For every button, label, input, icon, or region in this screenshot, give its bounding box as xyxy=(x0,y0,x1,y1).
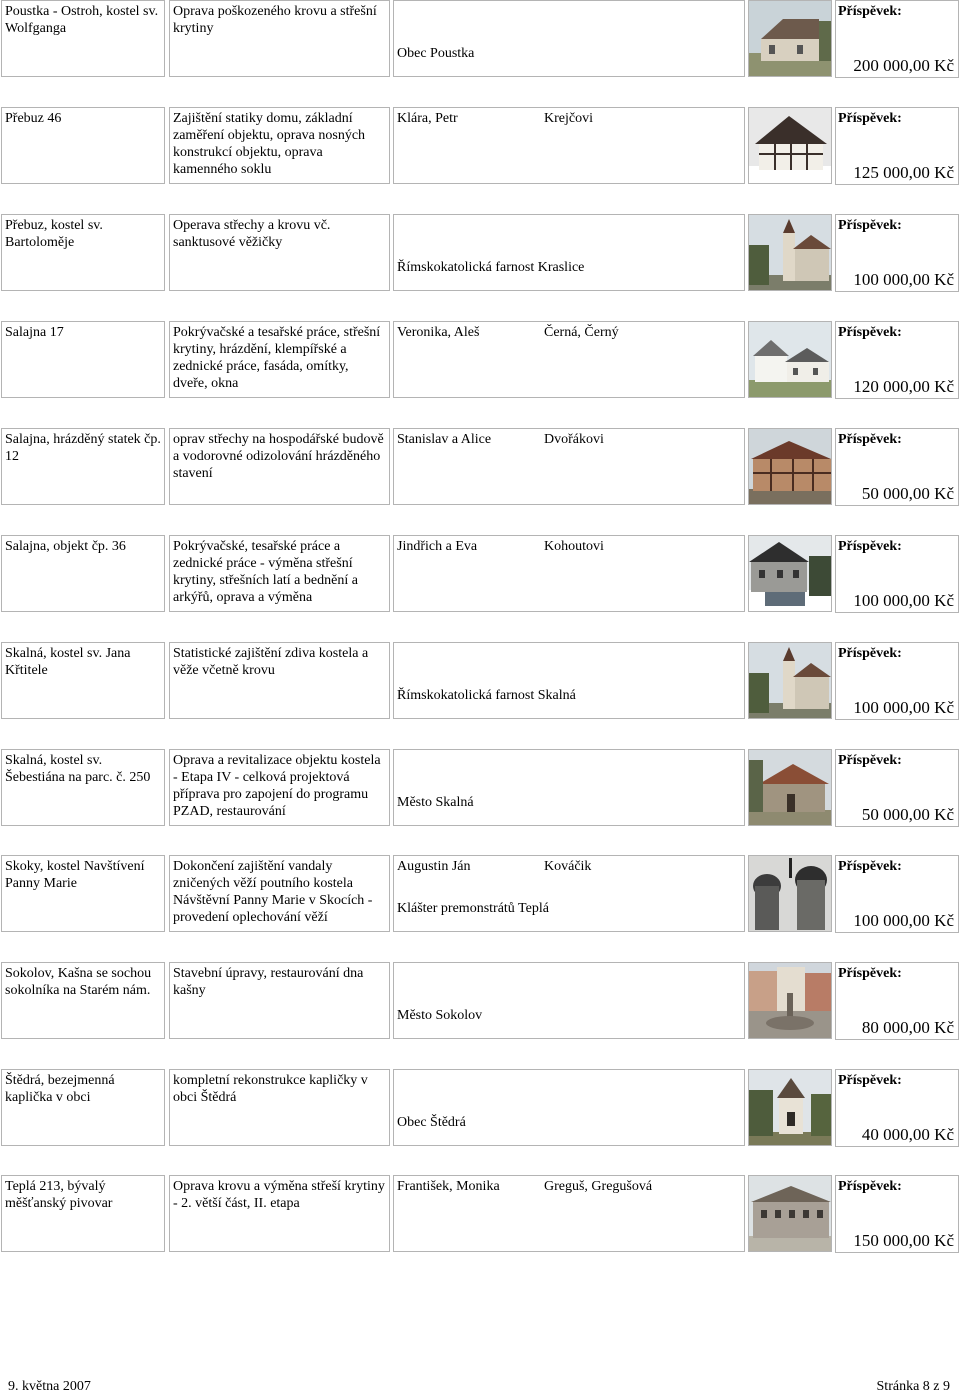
work-description-text: kompletní rekonstrukce kapličky v obci Štědrá xyxy=(173,1073,368,1105)
building-photo xyxy=(748,214,832,291)
work-description-cell xyxy=(169,214,390,291)
contribution-amount: 120 000,00 Kč xyxy=(853,377,954,396)
contribution-amount: 100 000,00 Kč xyxy=(853,591,954,610)
owner-cell xyxy=(393,214,745,291)
work-description-cell xyxy=(169,962,390,1039)
grant-row xyxy=(0,321,960,399)
contribution-amount: 125 000,00 Kč xyxy=(853,163,954,182)
work-description-text: Oprava a revitalizace objektu kostela - Etapa IV - celková projektová příprava pro zapojení do programu PZAD, restaurování xyxy=(173,753,381,819)
owner-first-name: Klára, Petr xyxy=(397,111,458,126)
work-description-cell xyxy=(169,107,390,184)
location-text: Salajna, objekt čp. 36 xyxy=(5,539,126,554)
church-tower-photo xyxy=(749,643,832,719)
work-description-text: Zajištění statiky domu, základní zaměření objektu, oprava nosných konstrukcí objektu, oprava kamenného soklu xyxy=(173,111,366,177)
building-photo xyxy=(748,535,832,612)
owner-organization: Římskokatolická farnost Skalná xyxy=(397,688,576,703)
contribution-amount: 40 000,00 Kč xyxy=(861,1125,954,1144)
owner-cell xyxy=(393,642,745,719)
work-description-cell xyxy=(169,1175,390,1252)
owner-organization: Římskokatolická farnost Kraslice xyxy=(397,260,585,275)
contribution-label: Příspěvek: xyxy=(838,432,902,447)
church-tower-photo xyxy=(749,215,832,291)
location-text: Skalná, kostel sv. Jana Křtitele xyxy=(5,646,131,678)
brewery-photo xyxy=(749,1176,832,1252)
location-text: Přebuz, kostel sv. Bartoloměje xyxy=(5,218,103,250)
contribution-cell xyxy=(835,962,959,1040)
building-photo xyxy=(748,962,832,1039)
owner-organization: Město Skalná xyxy=(397,795,474,810)
owner-organization: Město Sokolov xyxy=(397,1008,483,1023)
contribution-amount: 50 000,00 Kč xyxy=(861,484,954,503)
contribution-label: Příspěvek: xyxy=(838,966,902,981)
contribution-amount: 100 000,00 Kč xyxy=(853,911,954,930)
house-winter-photo xyxy=(749,536,832,612)
location-text: Přebuz 46 xyxy=(5,111,62,126)
owner-organization: Obec Poustka xyxy=(397,46,475,61)
location-text: Poustka - Ostroh, kostel sv. Wolfganga xyxy=(5,4,159,36)
work-description-text: Pokrývačské a tesařské práce, střešní krytiny, hrázdění, klempířské a zednické práce, fasáda, omítky, dveře, okna xyxy=(173,325,381,391)
contribution-amount: 100 000,00 Kč xyxy=(853,698,954,717)
contribution-label: Příspěvek: xyxy=(838,539,902,554)
contribution-label: Příspěvek: xyxy=(838,1073,902,1088)
grant-row xyxy=(0,428,960,506)
farmhouse-photo xyxy=(749,322,832,398)
location-cell xyxy=(1,321,165,398)
owner-organization: Klášter premonstrátů Teplá xyxy=(397,901,549,916)
location-cell xyxy=(1,1175,165,1252)
owner-first-name: Veronika, Aleš xyxy=(397,325,480,340)
contribution-cell xyxy=(835,535,959,613)
owner-cell xyxy=(393,1175,745,1252)
contribution-cell xyxy=(835,214,959,292)
location-text: Sokolov, Kašna se sochou sokolníka na Starém nám. xyxy=(5,966,152,998)
work-description-text: Pokrývačské, tesařské práce a zednické práce - výměna střešní krytiny, střešních latí a bednění a arkýřů, oprava a výměna xyxy=(173,539,358,605)
work-description-text: Oprava krovu a výměna střeší krytiny - 2. větší část, II. etapa xyxy=(173,1179,385,1211)
owner-organization: Obec Štědrá xyxy=(397,1115,466,1130)
church-photo xyxy=(749,1,832,77)
work-description-cell xyxy=(169,855,390,932)
owner-first-name: Jindřich a Eva xyxy=(397,539,478,554)
work-description-text: Statistické zajištění zdiva kostela a věže včetně krovu xyxy=(173,646,369,678)
grant-row xyxy=(0,1175,960,1253)
work-description-cell xyxy=(169,321,390,398)
contribution-cell xyxy=(835,428,959,506)
owner-surname: Kováčik xyxy=(544,859,592,874)
owner-cell xyxy=(393,428,745,505)
work-description-text: Stavební úpravy, restaurování dna kašny xyxy=(173,966,364,998)
owner-surname: Kohoutovi xyxy=(544,539,604,554)
contribution-cell xyxy=(835,0,959,78)
location-text: Skoky, kostel Navštívení Panny Marie xyxy=(5,859,145,891)
work-description-cell xyxy=(169,535,390,612)
work-description-cell xyxy=(169,428,390,505)
grant-row xyxy=(0,214,960,292)
building-photo xyxy=(748,107,832,184)
owner-surname: Černá, Černý xyxy=(544,325,619,340)
work-description-text: oprav střechy na hospodářské budově a vodorovné odizolování hrázděného stavení xyxy=(173,432,384,481)
location-cell xyxy=(1,535,165,612)
contribution-cell xyxy=(835,642,959,720)
location-text: Štědrá, bezejmenná kaplička v obci xyxy=(5,1073,115,1105)
grant-row xyxy=(0,0,960,78)
location-cell xyxy=(1,855,165,932)
work-description-cell xyxy=(169,749,390,826)
owner-first-name: Augustin Ján xyxy=(397,859,471,874)
owner-cell xyxy=(393,962,745,1039)
contribution-label: Příspěvek: xyxy=(838,4,902,19)
location-text: Salajna, hrázděný statek čp. 12 xyxy=(5,432,161,464)
work-description-text: Oprava poškozeného krovu a střešní krytiny xyxy=(173,4,377,36)
contribution-amount: 100 000,00 Kč xyxy=(853,270,954,289)
location-cell xyxy=(1,214,165,291)
contribution-label: Příspěvek: xyxy=(838,859,902,874)
grant-row xyxy=(0,107,960,185)
location-cell xyxy=(1,0,165,77)
building-photo xyxy=(748,428,832,505)
location-cell xyxy=(1,642,165,719)
contribution-label: Příspěvek: xyxy=(838,1179,902,1194)
location-cell xyxy=(1,428,165,505)
owner-surname: Greguš, Gregušová xyxy=(544,1179,653,1194)
location-cell xyxy=(1,107,165,184)
timbered-farm-photo xyxy=(749,429,832,505)
work-description-text: Dokončení zajištění vandaly zničených věží poutního kostela Návštěvní Panny Marie v Skocích - provedení oplechování věží xyxy=(173,859,373,925)
building-photo xyxy=(748,321,832,398)
contribution-amount: 150 000,00 Kč xyxy=(853,1231,954,1250)
building-photo xyxy=(748,0,832,77)
building-photo xyxy=(748,642,832,719)
work-description-cell xyxy=(169,0,390,77)
owner-cell xyxy=(393,107,745,184)
owner-cell xyxy=(393,321,745,398)
owner-first-name: Stanislav a Alice xyxy=(397,432,492,447)
owner-surname: Dvořákovi xyxy=(544,432,604,447)
contribution-label: Příspěvek: xyxy=(838,646,902,661)
contribution-amount: 80 000,00 Kč xyxy=(861,1018,954,1037)
owner-cell xyxy=(393,0,745,77)
owner-first-name: František, Monika xyxy=(397,1179,500,1194)
contribution-label: Příspěvek: xyxy=(838,111,902,126)
contribution-cell xyxy=(835,321,959,399)
location-cell xyxy=(1,1069,165,1146)
location-text: Teplá 213, bývalý měšťanský pivovar xyxy=(5,1179,113,1211)
small-church-photo xyxy=(749,750,832,826)
location-cell xyxy=(1,962,165,1039)
owner-cell xyxy=(393,749,745,826)
grant-row xyxy=(0,535,960,613)
footer-date: 9. května 2007 xyxy=(8,1379,91,1394)
owner-surname: Krejčovi xyxy=(544,111,593,126)
contribution-cell xyxy=(835,855,959,933)
location-text: Skalná, kostel sv. Šebestiána na parc. č. 250 xyxy=(5,753,151,785)
building-photo xyxy=(748,1175,832,1252)
contribution-amount: 50 000,00 Kč xyxy=(861,805,954,824)
grant-row xyxy=(0,1069,960,1147)
owner-cell xyxy=(393,535,745,612)
tower-domes-photo xyxy=(749,856,832,932)
location-cell xyxy=(1,749,165,826)
contribution-cell xyxy=(835,1175,959,1253)
chapel-photo xyxy=(749,1070,832,1146)
owner-cell xyxy=(393,1069,745,1146)
contribution-label: Příspěvek: xyxy=(838,753,902,768)
fountain-square-photo xyxy=(749,963,832,1039)
grant-row xyxy=(0,642,960,720)
grant-row xyxy=(0,962,960,1040)
contribution-label: Příspěvek: xyxy=(838,218,902,233)
location-text: Salajna 17 xyxy=(5,325,64,340)
work-description-cell xyxy=(169,642,390,719)
grant-row xyxy=(0,855,960,933)
timbered-house-photo xyxy=(749,108,832,184)
contribution-cell xyxy=(835,1069,959,1147)
building-photo xyxy=(748,855,832,932)
contribution-cell xyxy=(835,749,959,827)
contribution-amount: 200 000,00 Kč xyxy=(853,56,954,75)
building-photo xyxy=(748,749,832,826)
contribution-cell xyxy=(835,107,959,185)
work-description-text: Operava střechy a krovu vč. sanktusové věžičky xyxy=(173,218,331,250)
grant-row xyxy=(0,749,960,827)
work-description-cell xyxy=(169,1069,390,1146)
building-photo xyxy=(748,1069,832,1146)
footer-page-number: Stránka 8 z 9 xyxy=(876,1379,950,1394)
contribution-label: Příspěvek: xyxy=(838,325,902,340)
owner-cell xyxy=(393,855,745,932)
